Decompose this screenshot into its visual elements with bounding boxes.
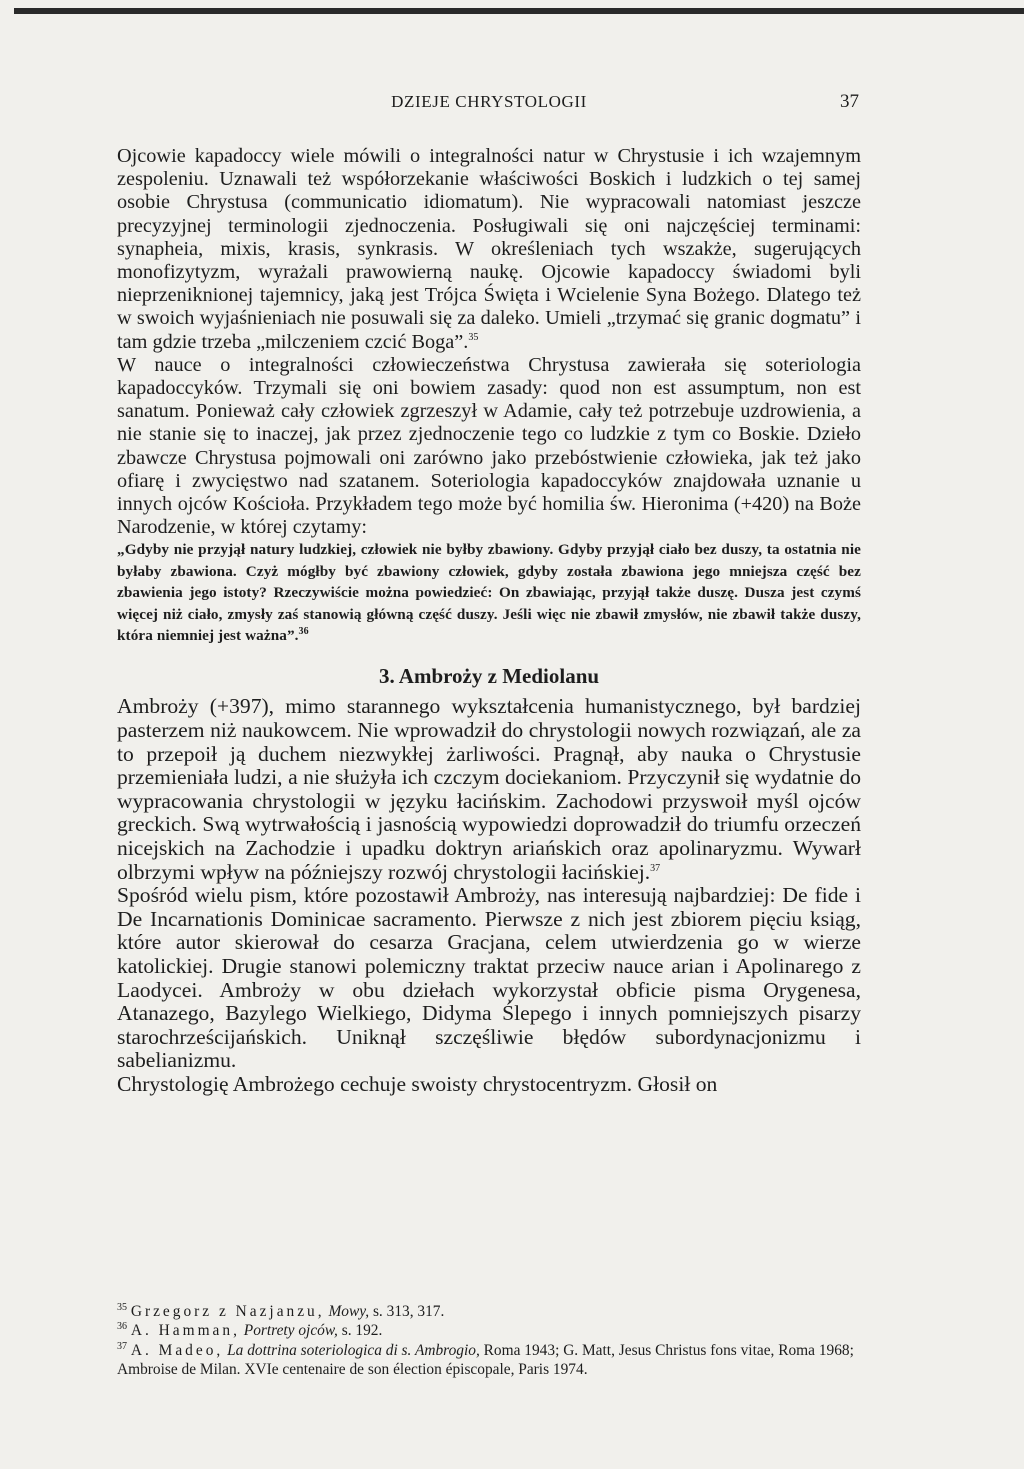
paragraph-kapadoccy-natures (117, 145, 861, 354)
footnote-ref-35: 35 (468, 331, 479, 343)
footnote-37 (117, 1341, 861, 1380)
footnote-rest: Roma 1943; G. Matt, Jesus Christus fons vitae, Roma 1968; Ambroise de Milan. XVIe centenaire de son élection épiscopale, Paris 1974. (117, 1341, 854, 1378)
footnote-number: 37 (117, 1340, 127, 1352)
footnote-author: A. Madeo, (130, 1341, 224, 1359)
footnote-number: 35 (117, 1301, 127, 1313)
paragraph-soteriology: W nauce o integralności człowieczeństwa Chrystusa zawierała się soteriologia kapadoccyków. Trzymali się oni bowiem zasady: quod non est assumptum, non est sanatum. Ponieważ cały człowiek zgrzeszył w Adamie, cały też potrzebuje uzdrowienia, a nie stanie się to inaczej, jak przez zjednoczenie tego co ludzkie z tym co Boskie. Dzieło zbawcze Chrystusa pojmowali oni zarówno jako przebóstwienie człowieka, jak też jako ofiarę i zwycięstwo nad szatanem. Soteriologia kapadoccyków znajdowała uznanie u innych ojców Kościoła. Przykładem tego może być homilia św. Hieronima (+420) na Boże Narodzenie, w której czytamy: (117, 353, 861, 539)
footnote-number: 36 (117, 1321, 127, 1333)
footnotes (117, 1302, 861, 1379)
quotation-hieronim (117, 539, 861, 646)
paragraph-ambrose-christocentrism: Chrystologię Ambrożego cechuje swoisty chrystocentryzm. Głosił on (117, 1071, 718, 1096)
page-header (117, 92, 861, 118)
page-number: 37 (840, 91, 859, 112)
running-title: DZIEJE CHRYSTOLOGII (391, 92, 587, 111)
footnote-title: La dottrina soteriologica di s. Ambrogio, (227, 1341, 480, 1359)
page-body (117, 145, 861, 1097)
footnote-title: Mowy, (328, 1303, 370, 1320)
footnote-rest: s. 192. (341, 1322, 383, 1340)
footnote-title: Portrety ojców, (243, 1322, 338, 1340)
footnote-author: Grzegorz z Nazjanzu, (130, 1303, 325, 1320)
footnote-36 (117, 1321, 861, 1340)
scan-top-border (14, 8, 1024, 14)
paragraph-text: Ojcowie kapadoccy wiele mówili o integralności natur w Chrystusie i ich wzajemnym zespoleniu. Uznawali też współorzekanie właściwości Boskich i ludzkich o tej samej osobie Chrystusa (communicatio idiomatum). Nie wypracowali natomiast jeszcze precyzyjnej terminologii zjednoczenia. Posługiwali się oni najczęściej terminami: synapheia, mixis, krasis, synkrasis. W określeniach tych wszakże, sugerujących monofizytyzm, wyrażali prawowierną naukę. Ojcowie kapadoccy świadomi byli nieprzeniknionej tajemnicy, jaką jest Trójca Święta i Wcielenie Syna Bożego. Dlatego też w swoich wyjaśnieniach nie posuwali się za daleko. Umieli „trzymać się granic dogmatu” i tam gdzie trzeba „milczeniem czcić Boga”. (117, 145, 861, 353)
footnote-ref-36: 36 (298, 626, 309, 638)
quotation-text: „Gdyby nie przyjął natury ludzkiej, człowiek nie byłby zbawiony. Gdyby przyjął ciało bez duszy, ta ostatnia nie byłaby zbawiona. Czyż mógłby być zbawiony człowiek, gdyby została zbawiona jego mniejsza część bez zbawienia jego istoty? Rzeczywiście można powiedzieć: On zbawiając, przyjął także duszę. Dusza jest czymś więcej niż ciało, zmysły zaś stanowią główną część duszy. Jeśli więc nie zbawił zmysłów, nie zbawił także duszy, która niemniej jest ważna”. (117, 541, 861, 645)
section-heading: 3. Ambroży z Mediolanu (378, 664, 600, 689)
paragraph-ambrose-writings: Spośród wielu pism, które pozostawił Ambroży, nas interesują najbardziej: De fide i De Incarnationis Dominicae sacramento. Pierwsze z nich jest zbiorem pięciu ksiąg, które autor skierował do cesarza Gracjana, celem utwierdzenia go w wierze katolickiej. Drugie stanowi polemiczny traktat przeciw nauce arian i Apolinarego z Laodycei. Ambroży w obu dziełach wykorzystał obficie pisma Orygenesa, Atanazego, Bazylego Wielkiego, Didyma Ślepego i innych pomniejszych pisarzy starochrześcijańskich. Uniknął szczęśliwie błędów subordynacjonizmu i sabelianizmu. (117, 883, 861, 1073)
footnote-ref-37: 37 (650, 862, 661, 874)
paragraph-text: Ambroży (+397), mimo starannego wykształcenia humanistycznego, był bardziej pasterzem niż naukowcem. Nie wprowadził do chrystologii nowych rozwiązań, ale za to przepoił ją duchem niezwykłej żarliwości. Pragnął, aby nauka o Chrystusie przemieniała ludzi, a nie służyła ich czczym dociekaniom. Przyczynił się wydatnie do wypracowania chrystologii w języku łacińskim. Zachodowi przyswoił myśl ojców greckich. Swą wytrwałością i jasnością wypowiedzi doprowadził do triumfu orzeczeń nicejskich na Zachodzie i upadku doktryn ariańskich oraz apolinaryzmu. Wywarł olbrzymi wpływ na późniejszy rozwój chrystologii łacińskiej. (117, 694, 861, 884)
paragraph-ambrose-intro (117, 695, 861, 884)
footnote-35 (117, 1302, 861, 1321)
footnote-rest: s. 313, 317. (372, 1303, 445, 1320)
footnote-author: A. Hamman, (130, 1322, 240, 1340)
